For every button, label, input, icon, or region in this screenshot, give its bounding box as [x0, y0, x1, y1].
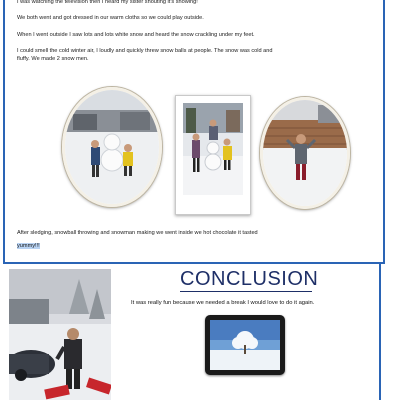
story-page — [3, 0, 385, 264]
title-underline — [180, 291, 312, 292]
sledging-photo — [9, 269, 111, 400]
story-line-2: We both went and got dressed in our warm cloths so we could play outside. — [17, 15, 204, 21]
conclusion-text: It was really fun because we needed a break I would love to do it again. — [131, 300, 315, 306]
tablet-frame — [205, 315, 285, 375]
conclusion-title: CONCLUSION — [180, 268, 319, 290]
snowman-photo-framed — [175, 95, 251, 215]
after-line-2 — [17, 243, 40, 250]
snowman-photo-oval — [62, 87, 162, 207]
story-line-1: I was watching the television then I heard my sister shouting it's snowing! — [17, 0, 198, 5]
page-border-right — [379, 262, 381, 400]
story-line-5: fluffy. We made 2 snow men. — [17, 56, 89, 62]
story-line-3: When I went outside I saw lots and lots white snow and heard the snow crackling under my feet. — [17, 32, 255, 38]
yummy-highlight: yummy!!! — [17, 243, 40, 249]
garden-photo-oval — [260, 97, 350, 209]
story-line-4: I could smell the cold winter air, I loudly and quickly threw snow balls at people. The snow was cold and — [17, 48, 273, 54]
after-line-1: After sledging, snowball throwing and snowman making we went inside we hot chocolate it tasted — [17, 230, 258, 236]
